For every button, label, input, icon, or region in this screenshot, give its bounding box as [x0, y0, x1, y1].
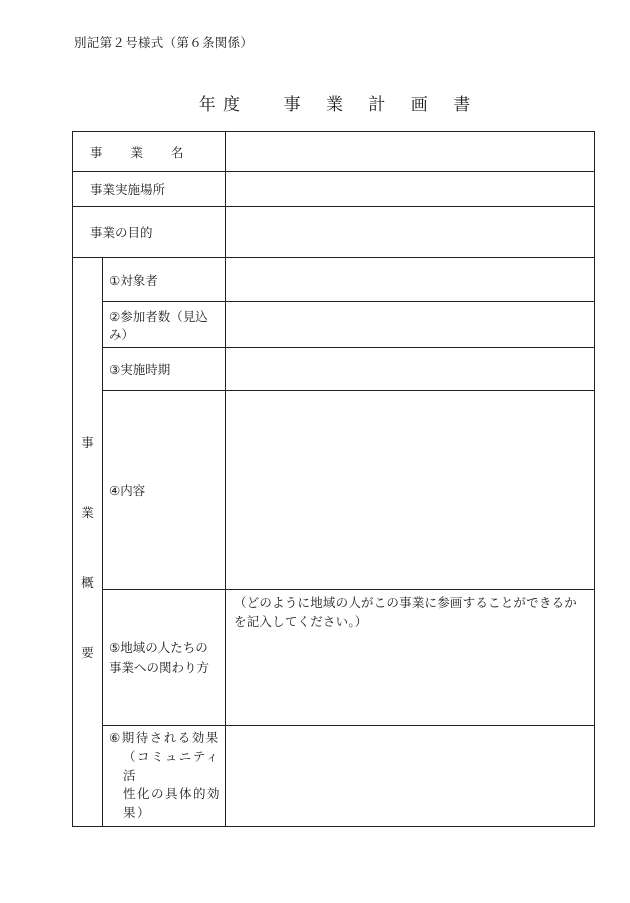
input-sankasha[interactable]	[226, 302, 595, 348]
label-naiyo: ④内容	[103, 391, 226, 590]
label-kakawari-line2: 事業への関わり方	[109, 659, 210, 675]
input-jiki[interactable]	[226, 348, 595, 391]
label-taishosha: ①対象者	[103, 258, 226, 302]
label-koka-line4: 果）	[123, 805, 152, 821]
form-number-note: 別記第２号様式（第６条関係）	[74, 35, 254, 50]
gaiyo-vertical-label	[73, 258, 103, 827]
input-koka[interactable]	[226, 726, 595, 827]
input-naiyo[interactable]	[226, 391, 595, 590]
row-jigyo-mei	[73, 132, 595, 172]
row-taishosha	[73, 258, 595, 302]
input-kakawari[interactable]	[226, 590, 595, 726]
row-koka	[73, 726, 595, 827]
gaiyo-char-4: 要	[81, 645, 94, 660]
label-koka-line2: （コミュニティ活	[123, 748, 220, 783]
gaiyo-char-1: 事	[81, 435, 94, 450]
input-basho[interactable]	[226, 172, 595, 207]
row-mokuteki	[73, 207, 595, 258]
label-koka-line3: 性化の具体的効	[123, 786, 222, 802]
label-basho: 事業実施場所	[73, 172, 226, 207]
label-koka-line1: ⑥期待される効果	[109, 730, 220, 746]
label-mokuteki: 事業の目的	[73, 207, 226, 258]
row-sankasha	[73, 302, 595, 348]
plan-form-table	[72, 131, 595, 827]
row-naiyo	[73, 391, 595, 590]
input-jigyo-mei[interactable]	[226, 132, 595, 172]
label-jiki: ③実施時期	[103, 348, 226, 391]
row-kakawari	[73, 590, 595, 726]
label-kakawari	[103, 590, 226, 726]
label-kakawari-line1: ⑤地域の人たちの	[109, 640, 208, 656]
gaiyo-char-3: 概	[81, 575, 94, 590]
document-title: 年 度 事 業 計 画 書	[198, 95, 472, 115]
row-basho	[73, 172, 595, 207]
gaiyo-char-2: 業	[81, 505, 94, 520]
input-mokuteki[interactable]	[226, 207, 595, 258]
input-taishosha[interactable]	[226, 258, 595, 302]
kakawari-instruction: （どのように地域の人がこの事業に参画することができるかを記入してください。）	[234, 595, 577, 629]
label-sankasha: ②参加者数（見込み）	[103, 302, 226, 348]
row-jiki	[73, 348, 595, 391]
label-koka	[103, 726, 226, 827]
label-jigyo-mei: 事 業 名	[73, 132, 226, 172]
